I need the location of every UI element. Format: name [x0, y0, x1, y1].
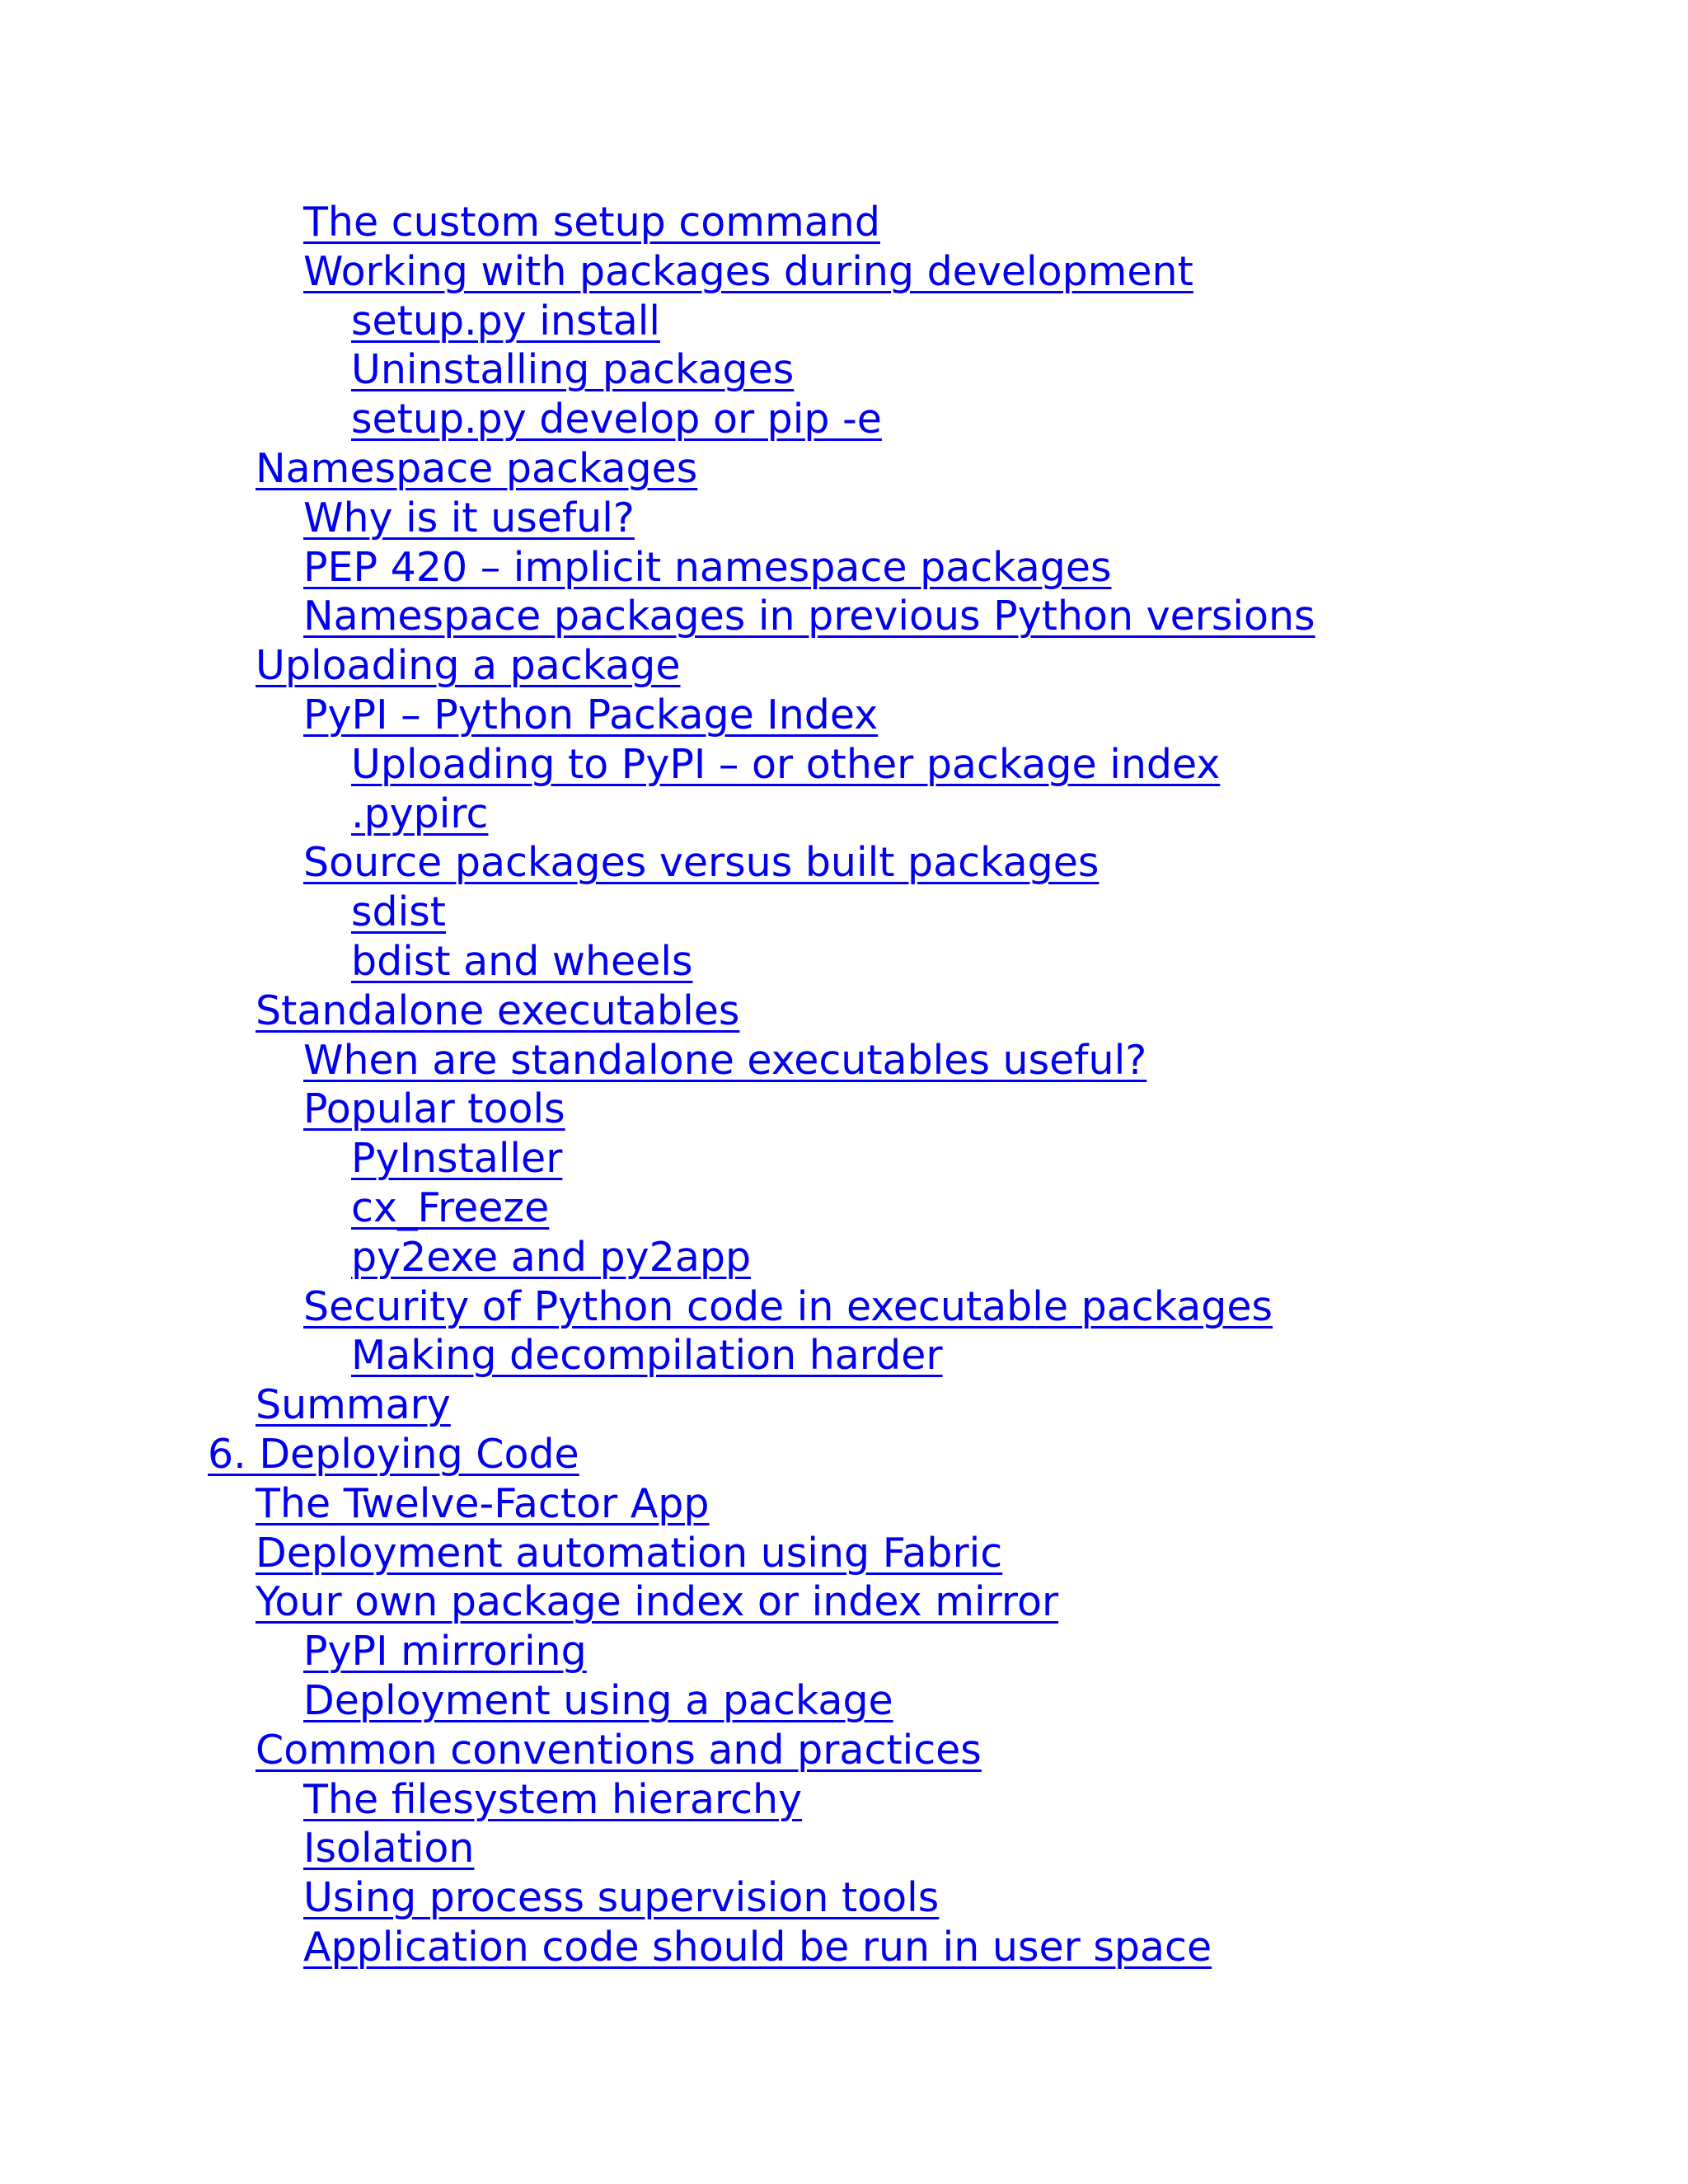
toc-link[interactable]: Your own package index or index mirror [256, 1578, 1059, 1626]
toc-link[interactable]: .pypirc [351, 790, 489, 837]
toc-entry [208, 740, 1315, 790]
toc-entry [208, 1233, 1315, 1282]
toc-link[interactable]: The Twelve-Factor App [256, 1479, 710, 1527]
toc-link[interactable]: Common conventions and practices [256, 1726, 982, 1774]
toc-link[interactable]: Application code should be run in user space [303, 1923, 1212, 1971]
toc-entry [208, 937, 1315, 987]
toc-link[interactable]: setup.py install [351, 297, 660, 344]
toc-entry [208, 1380, 1315, 1430]
toc-link[interactable]: PyInstaller [351, 1135, 563, 1183]
toc-entry [208, 1479, 1315, 1529]
toc-entry [208, 1577, 1315, 1627]
toc-entry [208, 494, 1315, 543]
toc-link[interactable]: When are standalone executables useful? [303, 1036, 1147, 1084]
toc-entry [208, 1085, 1315, 1134]
toc-link[interactable]: Isolation [303, 1825, 475, 1872]
toc-entry [208, 1134, 1315, 1183]
toc-link[interactable]: setup.py develop or pip -e [351, 396, 882, 443]
toc-entry [208, 1923, 1315, 1972]
toc-entry [208, 1775, 1315, 1825]
toc-link[interactable]: 6. Deploying Code [208, 1430, 579, 1478]
toc-link[interactable]: Using process supervision tools [303, 1874, 940, 1922]
toc-link[interactable]: bdist and wheels [351, 937, 693, 985]
toc-link[interactable]: Making decompilation harder [351, 1332, 943, 1380]
toc-entry [208, 1529, 1315, 1578]
toc-entry [208, 247, 1315, 297]
toc-entry [208, 1824, 1315, 1873]
toc-link[interactable]: Security of Python code in executable packages [303, 1282, 1273, 1330]
toc-link[interactable]: Deployment automation using Fabric [256, 1529, 1003, 1577]
toc-link[interactable]: The custom setup command [303, 199, 880, 246]
toc-link[interactable]: py2exe and py2app [351, 1233, 752, 1281]
toc-link[interactable]: Deployment using a package [303, 1676, 893, 1724]
toc-entry [208, 1036, 1315, 1085]
toc-link[interactable]: PyPI – Python Package Index [303, 691, 879, 738]
toc-link[interactable]: Uploading to PyPI – or other package index [351, 740, 1221, 788]
toc-entry [208, 345, 1315, 395]
toc-entry [208, 1331, 1315, 1380]
toc-link[interactable]: Why is it useful? [303, 494, 635, 541]
toc-entry [208, 1282, 1315, 1332]
toc-link[interactable]: cx_Freeze [351, 1183, 550, 1231]
table-of-contents [208, 198, 1315, 1972]
toc-entry [208, 198, 1315, 247]
toc-link[interactable]: sdist [351, 888, 446, 936]
toc-entry [208, 1676, 1315, 1726]
toc-entry [208, 543, 1315, 593]
toc-link[interactable]: Namespace packages [256, 444, 698, 492]
toc-link[interactable]: Summary [256, 1381, 451, 1429]
toc-link[interactable]: Uploading a package [256, 642, 681, 690]
toc-entry [208, 888, 1315, 937]
toc-link[interactable]: Source packages versus built packages [303, 839, 1100, 887]
toc-entry [208, 1726, 1315, 1775]
toc-entry [208, 1183, 1315, 1233]
toc-link[interactable]: Standalone executables [256, 987, 740, 1034]
toc-entry [208, 444, 1315, 494]
toc-entry [208, 1873, 1315, 1923]
toc-link[interactable]: PyPI mirroring [303, 1628, 587, 1675]
toc-entry [208, 641, 1315, 691]
toc-entry [208, 790, 1315, 839]
toc-link[interactable]: The filesystem hierarchy [303, 1775, 803, 1823]
toc-entry [208, 1430, 1315, 1479]
toc-link[interactable]: Working with packages during development [303, 247, 1193, 295]
toc-link[interactable]: Namespace packages in previous Python versions [303, 593, 1315, 640]
toc-entry [208, 297, 1315, 346]
toc-entry [208, 838, 1315, 888]
toc-entry [208, 395, 1315, 444]
toc-link[interactable]: PEP 420 – implicit namespace packages [303, 543, 1112, 591]
toc-entry [208, 691, 1315, 740]
toc-entry [208, 592, 1315, 641]
toc-entry [208, 987, 1315, 1036]
toc-link[interactable]: Uninstalling packages [351, 346, 795, 394]
toc-entry [208, 1627, 1315, 1676]
toc-link[interactable]: Popular tools [303, 1085, 565, 1133]
